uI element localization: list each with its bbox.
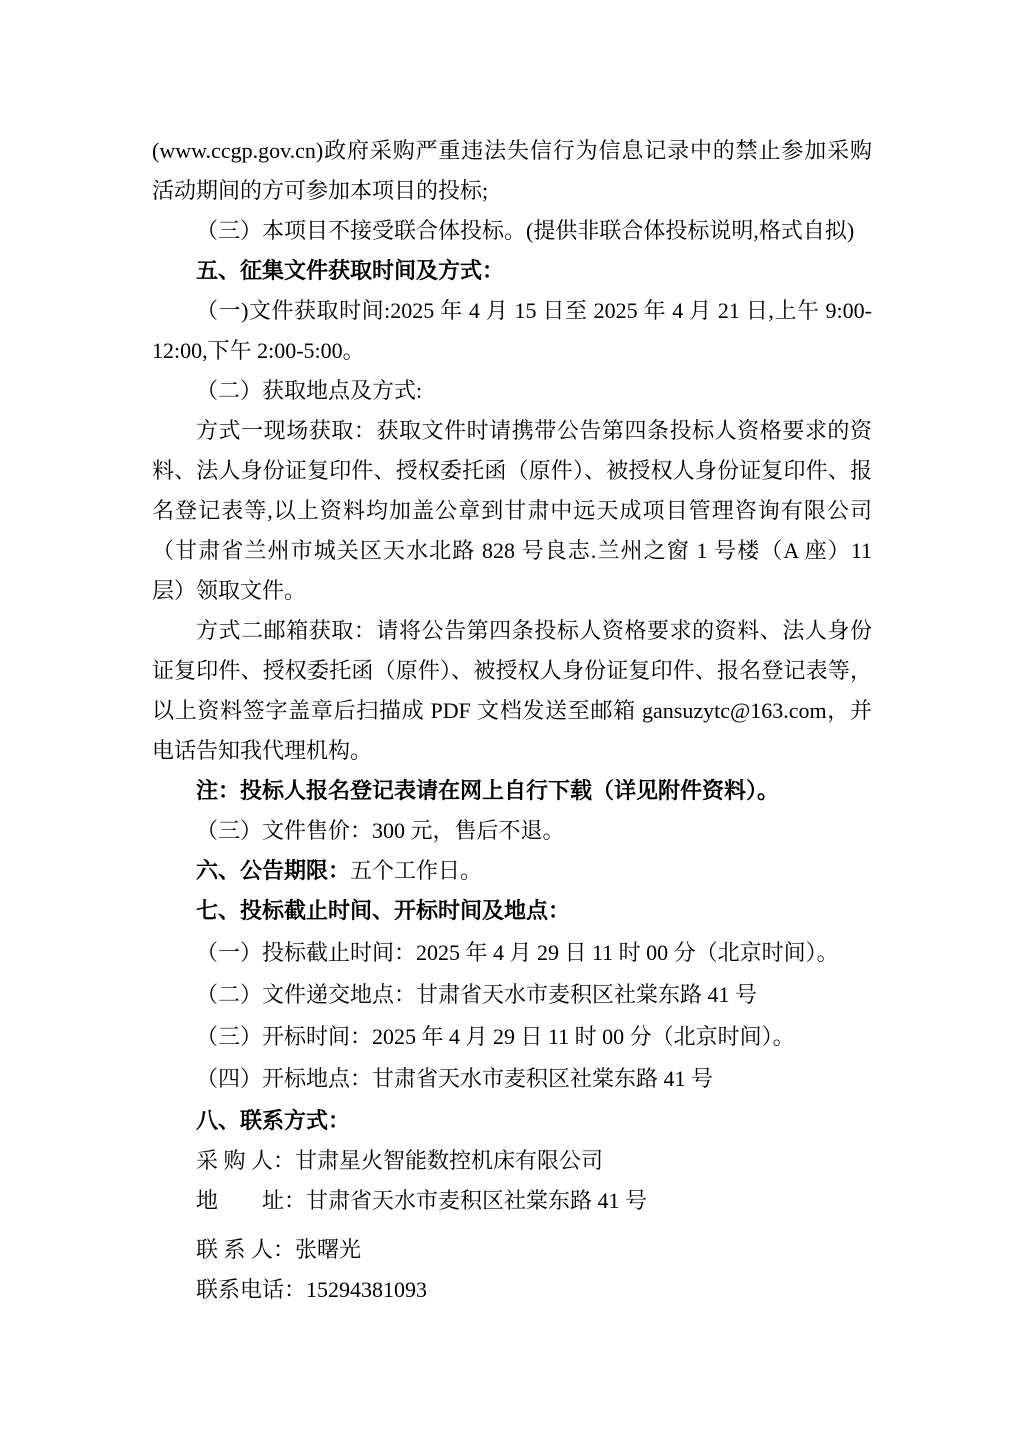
paragraph-doc-obtain-time: （一)文件获取时间:2025 年 4 月 15 日至 2025 年 4 月 21 日,上午 9:00-12:00,下午 2:00-5:00。 — [152, 298, 872, 363]
heading-section-5-doc-obtain: 五、征集文件获取时间及方式： — [196, 258, 505, 283]
announcement-period-label: 六、公告期限： — [196, 858, 351, 883]
paragraph-announcement-period — [152, 851, 872, 891]
paragraph-bid-deadline: （一）投标截止时间：2025 年 4 月 29 日 11 时 00 分（北京时间）。 — [196, 940, 839, 965]
paragraph-method-1-onsite: 方式一现场获取：获取文件时请携带公告第四条投标人资格要求的资料、法人身份证复印件、授权委托函（原件）、被授权人身份证复印件、报名登记表等,以上资料均加盖公章到甘肃中远天成项目管理咨询有限公司（甘肃省兰州市城关区天水北路 828 号良志.兰州之窗 1 号楼（A 座）11 层）领取文件。 — [152, 418, 872, 603]
paragraph-bid-opening-time: （三）开标时间：2025 年 4 月 29 日 11 时 00 分（北京时间）。 — [196, 1024, 795, 1049]
paragraph-method-2-email: 方式二邮箱获取：请将公告第四条投标人资格要求的资料、法人身份证复印件、授权委托函（原件）、被授权人身份证复印件、报名登记表等，以上资料签字盖章后扫描成 PDF 文档发送至邮箱 gansuzytc@163.com，并电话告知我代理机构。 — [152, 618, 872, 763]
paragraph-buyer-name: 采 购 人：甘肃星火智能数控机床有限公司 — [196, 1148, 604, 1173]
paragraph-doc-price: （三）文件售价：300 元，售后不退。 — [196, 818, 565, 843]
paragraph-contact-phone: 联系电话：15294381093 — [196, 1277, 428, 1302]
paragraph-contact-person: 联 系 人：张曙光 — [196, 1237, 362, 1262]
paragraph-obtain-location-method: （二）获取地点及方式: — [196, 378, 423, 403]
paragraph-note-registration-form: 注：投标人报名登记表请在网上自行下载（详见附件资料）。 — [196, 778, 780, 803]
paragraph-eligibility-continuation: (www.ccgp.gov.cn)政府采购严重违法失信行为信息记录中的禁止参加采购活动期间的方可参加本项目的投标; — [152, 138, 872, 203]
heading-section-8-contact: 八、联系方式： — [196, 1108, 351, 1133]
paragraph-doc-submission-place: （二）文件递交地点：甘肃省天水市麦积区社棠东路 41 号 — [196, 982, 758, 1007]
paragraph-bid-opening-place: （四）开标地点：甘肃省天水市麦积区社棠东路 41 号 — [196, 1066, 714, 1091]
paragraph-buyer-address: 地 址：甘肃省天水市麦积区社棠东路 41 号 — [196, 1188, 648, 1213]
heading-section-7-deadline-opening: 七、投标截止时间、开标时间及地点： — [196, 898, 571, 923]
announcement-period-value: 五个工作日。 — [350, 858, 483, 883]
paragraph-no-consortium: （三）本项目不接受联合体投标。(提供非联合体投标说明,格式自拟) — [196, 218, 855, 243]
